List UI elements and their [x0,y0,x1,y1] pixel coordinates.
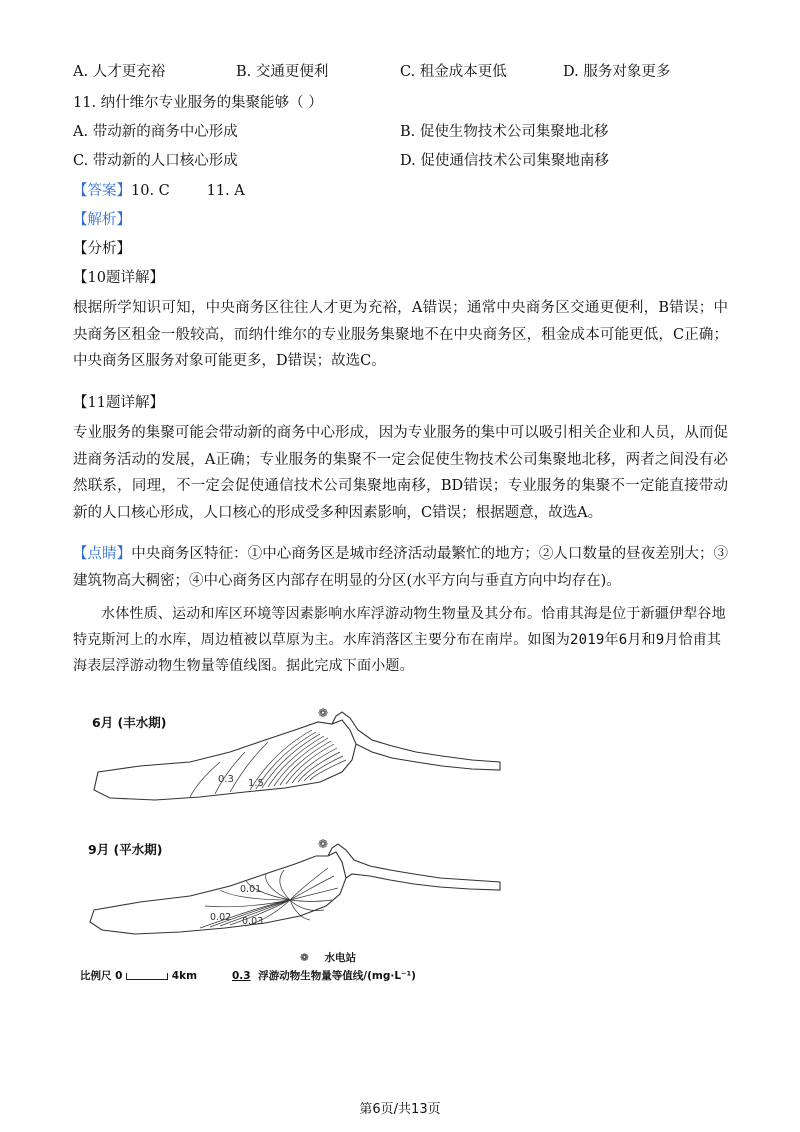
analysis-tag: 【解析】 [73,212,131,228]
q10-option-a: A. 人才更充裕 [73,64,166,80]
sept-reservoir-map [80,830,520,945]
june-contour-b: 1.5 [248,778,264,789]
contour-legend [232,968,416,983]
sept-station-icon: ❁ [318,837,329,851]
q10-detail-body: 根据所学知识可知，中央商务区往往人才更为充裕，A错误；通常中央商务区交通更便利，B错误；中央商务区租金一般较高，而纳什维尔的专业服务集聚地不在中央商务区，租金成本可能更低，C正确；中央商务区服务对象可能更多，D错误；故选C。 [73,300,728,369]
scale-value: 4km [171,970,198,982]
q10-detail-title: 【10题详解】 [73,270,164,286]
sept-contour-a: 0.01 [240,884,262,895]
sept-contour-c: 0.03 [242,916,264,927]
station-legend-label: 水电站 [324,952,356,964]
answer-tag: 【答案】 [73,183,131,199]
sept-contour-b: 0.02 [210,912,232,923]
q10-option-d: D. 服务对象更多 [563,64,671,80]
june-map-label: 6月 (丰水期) [92,715,167,730]
june-station-icon: ❁ [318,706,329,720]
page-footer: 第6页/共13页 [359,1102,441,1117]
tip-paragraph [73,541,728,594]
q11-option-b: B. 促使生物技术公司集聚地北移 [400,124,609,140]
scale-zero: 0 [115,970,123,982]
sept-map-label: 9月 (平水期) [88,842,163,857]
answer-text: 10. C 11. A [131,183,245,199]
contour-sample: 0.3 [232,970,251,982]
q11-detail-body: 专业服务的集聚可能会带动新的商务中心形成，因为专业服务的集中可以吸引相关企业和人员，从而促进商务活动的发展，A正确；专业服务的集聚不一定会促使生物技术公司集聚地北移，两者之间没有必然联系，同理，不一定会促使通信技术公司集聚地南移，BD错误；专业服务的集聚不一定能直接带动新的人口核心形成，人口核心的形成受多种因素影响，C错误；根据题意，故选A。 [73,425,728,521]
contour-legend-label: 浮游动物生物量等值线/(mg·L⁻¹) [258,970,416,982]
scale-label: 比例尺 [80,970,112,982]
q11-detail-title: 【11题详解】 [73,395,164,411]
station-legend [300,950,356,965]
tip-body: 中央商务区特征：①中心商务区是城市经济活动最繁忙的地方；②人口数量的昼夜差别大；③建筑物高大稠密；④中心商务区内部存在明显的分区(水平方向与垂直方向中均存在)。 [73,546,729,589]
june-reservoir-map [80,700,520,810]
q11-option-c: C. 带动新的人口核心形成 [73,153,238,169]
scale-legend [80,968,197,983]
q11-option-a: A. 带动新的商务中心形成 [73,124,238,140]
intro-paragraph: 水体性质、运动和库区环境等因素影响水库浮游动物生物量及其分布。恰甫其海是位于新疆伊犁谷地特克斯河上的水库，周边植被以草原为主。水库消落区主要分布在南岸。如图为2019年6月和9月恰甫其海表层浮游动物生物量等值线图。据此完成下面小题。 [73,606,726,674]
june-contour-a: 0.3 [218,774,234,785]
station-legend-icon: ❁ [300,952,309,964]
q10-option-b: B. 交通更便利 [236,64,329,80]
fenxi-tag: 【分析】 [73,241,131,257]
answer-line [73,181,245,201]
q11-option-d: D. 促使通信技术公司集聚地南移 [400,153,609,169]
q10-option-c: C. 租金成本更低 [400,64,507,80]
scale-bar [126,973,168,980]
tip-tag: 【点睛】 [73,546,132,562]
q11-stem: 11. 纳什维尔专业服务的集聚能够（ ） [73,95,323,111]
